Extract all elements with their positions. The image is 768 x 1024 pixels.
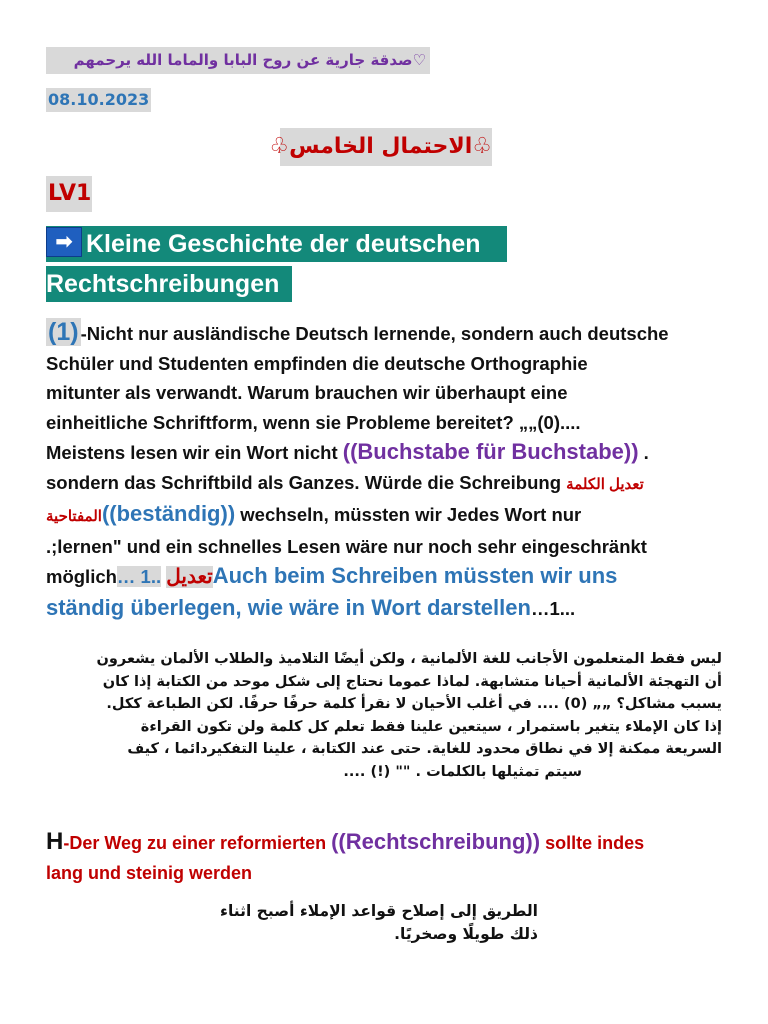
paragraph-number: (1): [48, 318, 79, 346]
edit-note: تعديل: [166, 566, 213, 588]
blue-sentence: ständig überlegen, wie wäre in Wort darstellen: [46, 594, 531, 620]
arabic-line: ليس فقط المتعلمون الأجانب للغة الألمانية ، ولكن أيضًا التلاميذ والطلاب الألمان يشعرون: [96, 651, 722, 667]
paragraph-1: [46, 318, 736, 623]
paragraph-line: ständig überlegen, wie wäre in Wort darstellen…1...: [46, 594, 576, 620]
heading-text-1: Kleine Geschichte der deutschen: [86, 230, 481, 258]
arabic-line: سيتم تمثيلها بالكلمات . "" (!) ....: [343, 763, 582, 780]
date-label: 08.10.2023: [46, 88, 151, 112]
keyword-highlight: ((beständig)): [101, 501, 236, 526]
paragraph-line: Meistens lesen wir ein Wort nicht ((Buchstabe für Buchstabe)) .: [46, 439, 649, 464]
arabic-line: إذا كان الإملاء يتغير باستمرار ، سيتعين علينا فقط تعلم كل كلمة ولن تكون القراءة: [140, 718, 722, 735]
option-title: [269, 128, 492, 166]
option-title-text: الاحتمال الخامس: [289, 134, 473, 159]
arabic-line: يسبب مشاكل؟ „„ (0) .... في أغلب الأحيان لا نقرأ كلمة حرفًا حرفًا. لكن الطباعة ككل.: [106, 696, 722, 712]
dedication-line: [46, 47, 430, 74]
level-label: LV1: [46, 176, 92, 212]
heading-line-1: [46, 226, 507, 262]
keyword-highlight: ((Buchstabe für Buchstabe)): [342, 439, 639, 464]
paragraph-line: .;lernen" und ein schnelles Lesen wäre nur noch sehr eingeschränkt: [46, 535, 647, 557]
h-translation: الطريق إلى إصلاح قواعد الإملاء أصبح اثناء ذلك طويلًا وصخريًا.: [220, 902, 538, 943]
arabic-translation: [46, 648, 722, 783]
keyword-highlight: ((Rechtschreibung)): [331, 829, 541, 854]
paragraph-line: المفتاحية((beständig)) wechseln, müssten wir Jedes Wort nur: [46, 501, 582, 526]
paragraph-line: H-Der Weg zu einer reformierten ((Rechtschreibung)) sollte indes: [46, 828, 645, 855]
paragraph-line: Schüler und Studenten empfinden die deutsche Orthographie: [46, 352, 588, 374]
h-letter: H: [46, 828, 64, 855]
paragraph-line: sondern das Schriftbild als Ganzes. Würde die Schreibung تعديل الكلمة: [46, 471, 644, 493]
arabic-line: أن التهجئة الألمانية أحيانا متشابهة. لماذا عموما نحتاج إلى شكل موحد من الكتابة إذا كان: [102, 673, 722, 690]
paragraph-line: mitunter als verwandt. Warum brauchen wir überhaupt eine: [46, 382, 568, 403]
heart-outline-icon: ♡: [412, 51, 426, 69]
edit-note: المفتاحية: [46, 508, 102, 525]
paragraph-line: (1) -Nicht nur ausländische Deutsch lernende, sondern auch deutsche: [48, 318, 669, 346]
paragraph-line: einheitliche Schriftform, wenn sie Probleme bereitet? „„(0)....: [46, 411, 581, 433]
paragraph-line: lang und steinig werden: [46, 863, 253, 883]
dedication-text: صدقة جارية عن روح البابا والماما الله يرحمهم: [73, 51, 413, 69]
club-icon: ♧: [472, 134, 492, 159]
heading-line-2: Rechtschreibungen: [46, 266, 292, 302]
paragraph-line: möglich… 1.. تعديلAuch beim Schreiben müssten wir uns: [46, 563, 618, 588]
arabic-line: السريعة ممكنة إلا في نطاق محدود للغاية. حتى عند الكتابة ، علينا التفكيردائما ، كيف: [127, 741, 722, 757]
edit-note: تعديل الكلمة: [566, 475, 644, 493]
right-arrow-icon: ➡: [46, 227, 82, 257]
blue-sentence: Auch beim Schreiben müssten wir uns: [212, 563, 618, 588]
marker: … 1..: [116, 566, 162, 587]
h-paragraph: [46, 826, 746, 887]
club-icon: ♧: [269, 134, 290, 159]
